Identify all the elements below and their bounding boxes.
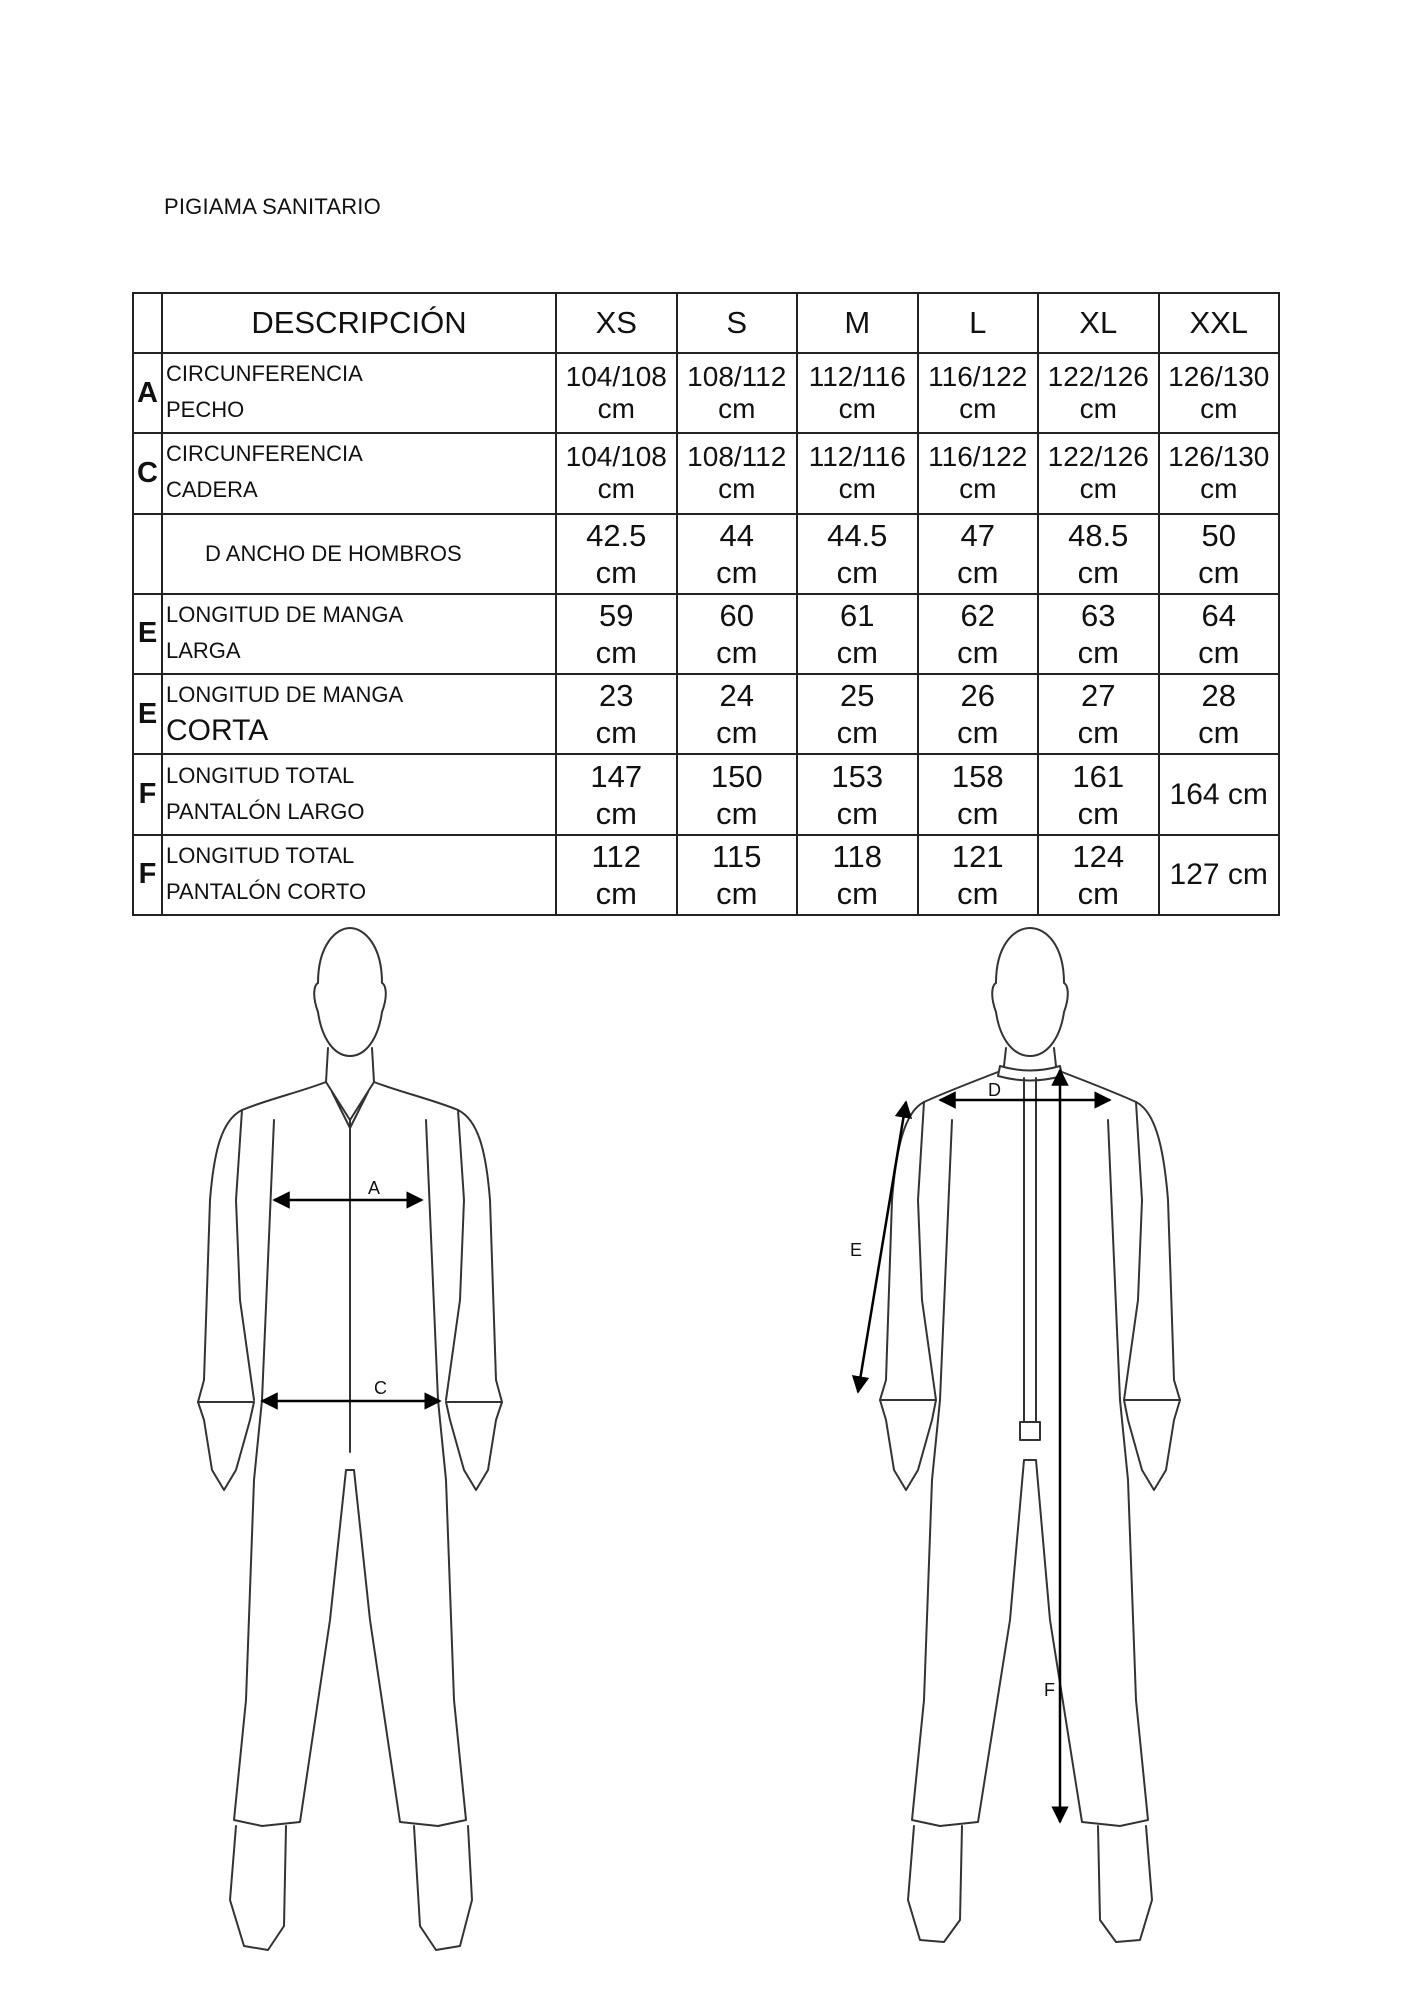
value-unit: cm: [1198, 554, 1240, 590]
value-unit: cm: [1198, 634, 1240, 670]
value-number: 27: [1081, 678, 1116, 714]
value-unit: cm: [1077, 795, 1119, 831]
row-desc-line2: LARGA: [166, 637, 241, 663]
value-number: 104/108: [565, 441, 667, 473]
row-description: [162, 754, 556, 834]
value-unit: cm: [1198, 715, 1240, 751]
value-cell: [677, 835, 798, 915]
front-figure: [198, 928, 502, 1950]
row-letter: A: [133, 353, 162, 433]
value-unit: cm: [1077, 634, 1119, 670]
size-header-m: M: [797, 293, 918, 353]
value-number: 48.5: [1068, 517, 1129, 553]
row-letter: F: [133, 835, 162, 915]
table-row: [133, 674, 1279, 754]
value-number: 112: [591, 838, 641, 874]
value-cell: [918, 433, 1039, 513]
row-letter: F: [133, 754, 162, 834]
size-header-xxl: XXL: [1159, 293, 1280, 353]
value-cell: [918, 594, 1039, 674]
row-desc-line2: CADERA: [166, 477, 258, 503]
value-number: 158: [951, 758, 1004, 794]
table-row: [133, 433, 1279, 513]
value-number: 42.5: [586, 517, 647, 553]
garment-figures: [0, 920, 1414, 1960]
value-number: 161: [1072, 758, 1125, 794]
value-unit: cm: [595, 795, 637, 831]
value-number: 63: [1081, 597, 1116, 633]
value-cell: [1159, 433, 1280, 513]
value-unit: cm: [718, 393, 756, 425]
value-number: 60: [719, 597, 754, 633]
measure-e-label: E: [850, 1240, 863, 1260]
value-unit: cm: [1079, 393, 1117, 425]
value-unit: cm: [836, 634, 878, 670]
value-number: 147: [590, 758, 643, 794]
value-number: 164 cm: [1169, 777, 1268, 811]
value-unit: cm: [957, 554, 999, 590]
value-cell: [677, 514, 798, 594]
value-cell: [1038, 433, 1159, 513]
description-header: DESCRIPCIÓN: [162, 293, 556, 353]
table-row: [133, 754, 1279, 834]
value-cell: [556, 433, 677, 513]
value-number: 23: [599, 678, 634, 714]
measure-e-line: [858, 1102, 906, 1392]
measure-a-label: A: [368, 1178, 381, 1198]
value-unit: cm: [957, 875, 999, 911]
row-desc-line2: PECHO: [166, 397, 245, 423]
document-title: PIGIAMA SANITARIO: [164, 194, 381, 219]
row-desc-line1: LONGITUD DE MANGA: [166, 682, 404, 708]
value-cell: [677, 594, 798, 674]
value-number: 25: [840, 678, 875, 714]
value-cell: [918, 754, 1039, 834]
value-cell: [556, 754, 677, 834]
value-number: 116/122: [928, 361, 1028, 393]
value-unit: cm: [957, 715, 999, 751]
value-cell: [797, 433, 918, 513]
value-number: 126/130: [1168, 361, 1270, 393]
value-cell: [1038, 594, 1159, 674]
value-cell: [556, 594, 677, 674]
value-unit: cm: [595, 715, 637, 751]
value-unit: cm: [716, 554, 758, 590]
back-head: [992, 928, 1068, 1056]
value-unit: cm: [1079, 473, 1117, 505]
value-cell: [1038, 514, 1159, 594]
value-cell: [556, 674, 677, 754]
value-unit: cm: [595, 875, 637, 911]
row-desc-line2: PANTALÓN LARGO: [166, 798, 365, 824]
value-cell: [1159, 674, 1280, 754]
value-cell: [1159, 514, 1280, 594]
front-neck: [326, 1048, 374, 1082]
value-cell: [1159, 594, 1280, 674]
value-number: 112/116: [808, 441, 906, 473]
value-cell: [677, 353, 798, 433]
back-feet: [908, 1826, 1152, 1942]
value-number: 121: [951, 838, 1004, 874]
value-number: 26: [960, 678, 995, 714]
value-number: 116/122: [928, 441, 1028, 473]
row-description: D ANCHO DE HOMBROS: [162, 514, 556, 594]
value-number: 122/126: [1047, 361, 1149, 393]
row-letter: C: [133, 433, 162, 513]
value-unit: cm: [716, 634, 758, 670]
table-header-row: [133, 293, 1279, 353]
front-head: [314, 928, 386, 1056]
value-cell: [918, 835, 1039, 915]
value-unit: cm: [836, 875, 878, 911]
value-number: 62: [960, 597, 995, 633]
value-unit: cm: [1200, 473, 1238, 505]
value-cell: [1159, 353, 1280, 433]
size-header-xs: XS: [556, 293, 677, 353]
row-desc-line1: LONGITUD DE MANGA: [166, 601, 404, 627]
value-cell: [677, 754, 798, 834]
value-number: 44.5: [827, 517, 888, 553]
measure-c-label: C: [374, 1378, 387, 1398]
value-cell: [918, 674, 1039, 754]
value-cell: [677, 433, 798, 513]
size-chart-table: [132, 292, 1280, 916]
row-description: [162, 353, 556, 433]
row-description: [162, 433, 556, 513]
value-cell: [556, 514, 677, 594]
value-number: 108/112: [687, 361, 787, 393]
row-desc-line2: PANTALÓN CORTO: [166, 878, 367, 904]
row-letter: E: [133, 594, 162, 674]
value-cell: [797, 835, 918, 915]
table-row: [133, 835, 1279, 915]
value-unit: cm: [959, 393, 997, 425]
value-number: 59: [599, 597, 634, 633]
value-number: 61: [840, 597, 875, 633]
back-arms: [880, 1102, 1180, 1490]
value-unit: cm: [716, 795, 758, 831]
row-desc-line2: CORTA: [166, 714, 269, 748]
value-cell: [556, 353, 677, 433]
value-number: 126/130: [1168, 441, 1270, 473]
value-number: 50: [1201, 517, 1236, 553]
row-description: [162, 674, 556, 754]
row-letter: E: [133, 674, 162, 754]
value-number: 150: [710, 758, 763, 794]
value-number: 115: [712, 838, 762, 874]
value-unit: cm: [716, 875, 758, 911]
row-description: [162, 835, 556, 915]
value-number: 153: [831, 758, 884, 794]
value-cell: [556, 835, 677, 915]
value-unit: cm: [836, 554, 878, 590]
row-desc-line1: CIRCUNFERENCIA: [166, 361, 363, 387]
back-collar: [998, 1066, 1062, 1081]
value-unit: cm: [838, 473, 876, 505]
row-desc-line1: CIRCUNFERENCIA: [166, 441, 363, 467]
back-figure: [850, 928, 1180, 1942]
table-row: [133, 353, 1279, 433]
value-number: 108/112: [687, 441, 787, 473]
row-description: [162, 594, 556, 674]
back-body-outline: [880, 1072, 1180, 1826]
value-number: 124: [1072, 838, 1125, 874]
value-unit: cm: [959, 473, 997, 505]
value-cell: [918, 353, 1039, 433]
table-row: [133, 594, 1279, 674]
front-feet: [230, 1826, 472, 1950]
value-unit: cm: [836, 795, 878, 831]
value-unit: cm: [957, 795, 999, 831]
value-number: 44: [719, 517, 754, 553]
figures-drawing: [0, 920, 1414, 1960]
value-unit: cm: [597, 473, 635, 505]
value-unit: cm: [716, 715, 758, 751]
value-unit: cm: [836, 715, 878, 751]
value-unit: cm: [718, 473, 756, 505]
value-unit: cm: [838, 393, 876, 425]
value-cell: [797, 514, 918, 594]
value-cell: [797, 754, 918, 834]
measure-d-label: D: [988, 1080, 1001, 1100]
value-number: 28: [1201, 678, 1236, 714]
size-header-l: L: [918, 293, 1039, 353]
value-cell: [1038, 754, 1159, 834]
row-desc-line1: LONGITUD TOTAL: [166, 762, 355, 788]
value-number: 112/116: [808, 361, 906, 393]
size-header-s: S: [677, 293, 798, 353]
value-cell: [1159, 835, 1280, 915]
row-letter: [133, 514, 162, 594]
value-number: 104/108: [565, 361, 667, 393]
value-unit: cm: [1077, 554, 1119, 590]
value-number: 47: [960, 517, 995, 553]
value-unit: cm: [597, 393, 635, 425]
value-cell: [1038, 674, 1159, 754]
measure-f-label: F: [1044, 1680, 1055, 1700]
value-number: 64: [1201, 597, 1236, 633]
value-number: 118: [832, 838, 882, 874]
value-number: 122/126: [1047, 441, 1149, 473]
value-unit: cm: [1077, 715, 1119, 751]
table-row: [133, 514, 1279, 594]
table-body: [133, 353, 1279, 915]
value-number: 127 cm: [1169, 857, 1268, 891]
value-unit: cm: [1200, 393, 1238, 425]
value-unit: cm: [595, 554, 637, 590]
value-number: 24: [719, 678, 754, 714]
back-zipper: [1020, 1078, 1040, 1440]
letter-header-cell: [133, 293, 162, 353]
value-cell: [918, 514, 1039, 594]
value-cell: [677, 674, 798, 754]
value-cell: [797, 594, 918, 674]
value-cell: [1038, 835, 1159, 915]
value-unit: cm: [957, 634, 999, 670]
value-cell: [1038, 353, 1159, 433]
row-desc-line1: LONGITUD TOTAL: [166, 842, 355, 868]
value-cell: [797, 674, 918, 754]
value-cell: [1159, 754, 1280, 834]
value-unit: cm: [1077, 875, 1119, 911]
value-unit: cm: [595, 634, 637, 670]
value-cell: [797, 353, 918, 433]
size-header-xl: XL: [1038, 293, 1159, 353]
